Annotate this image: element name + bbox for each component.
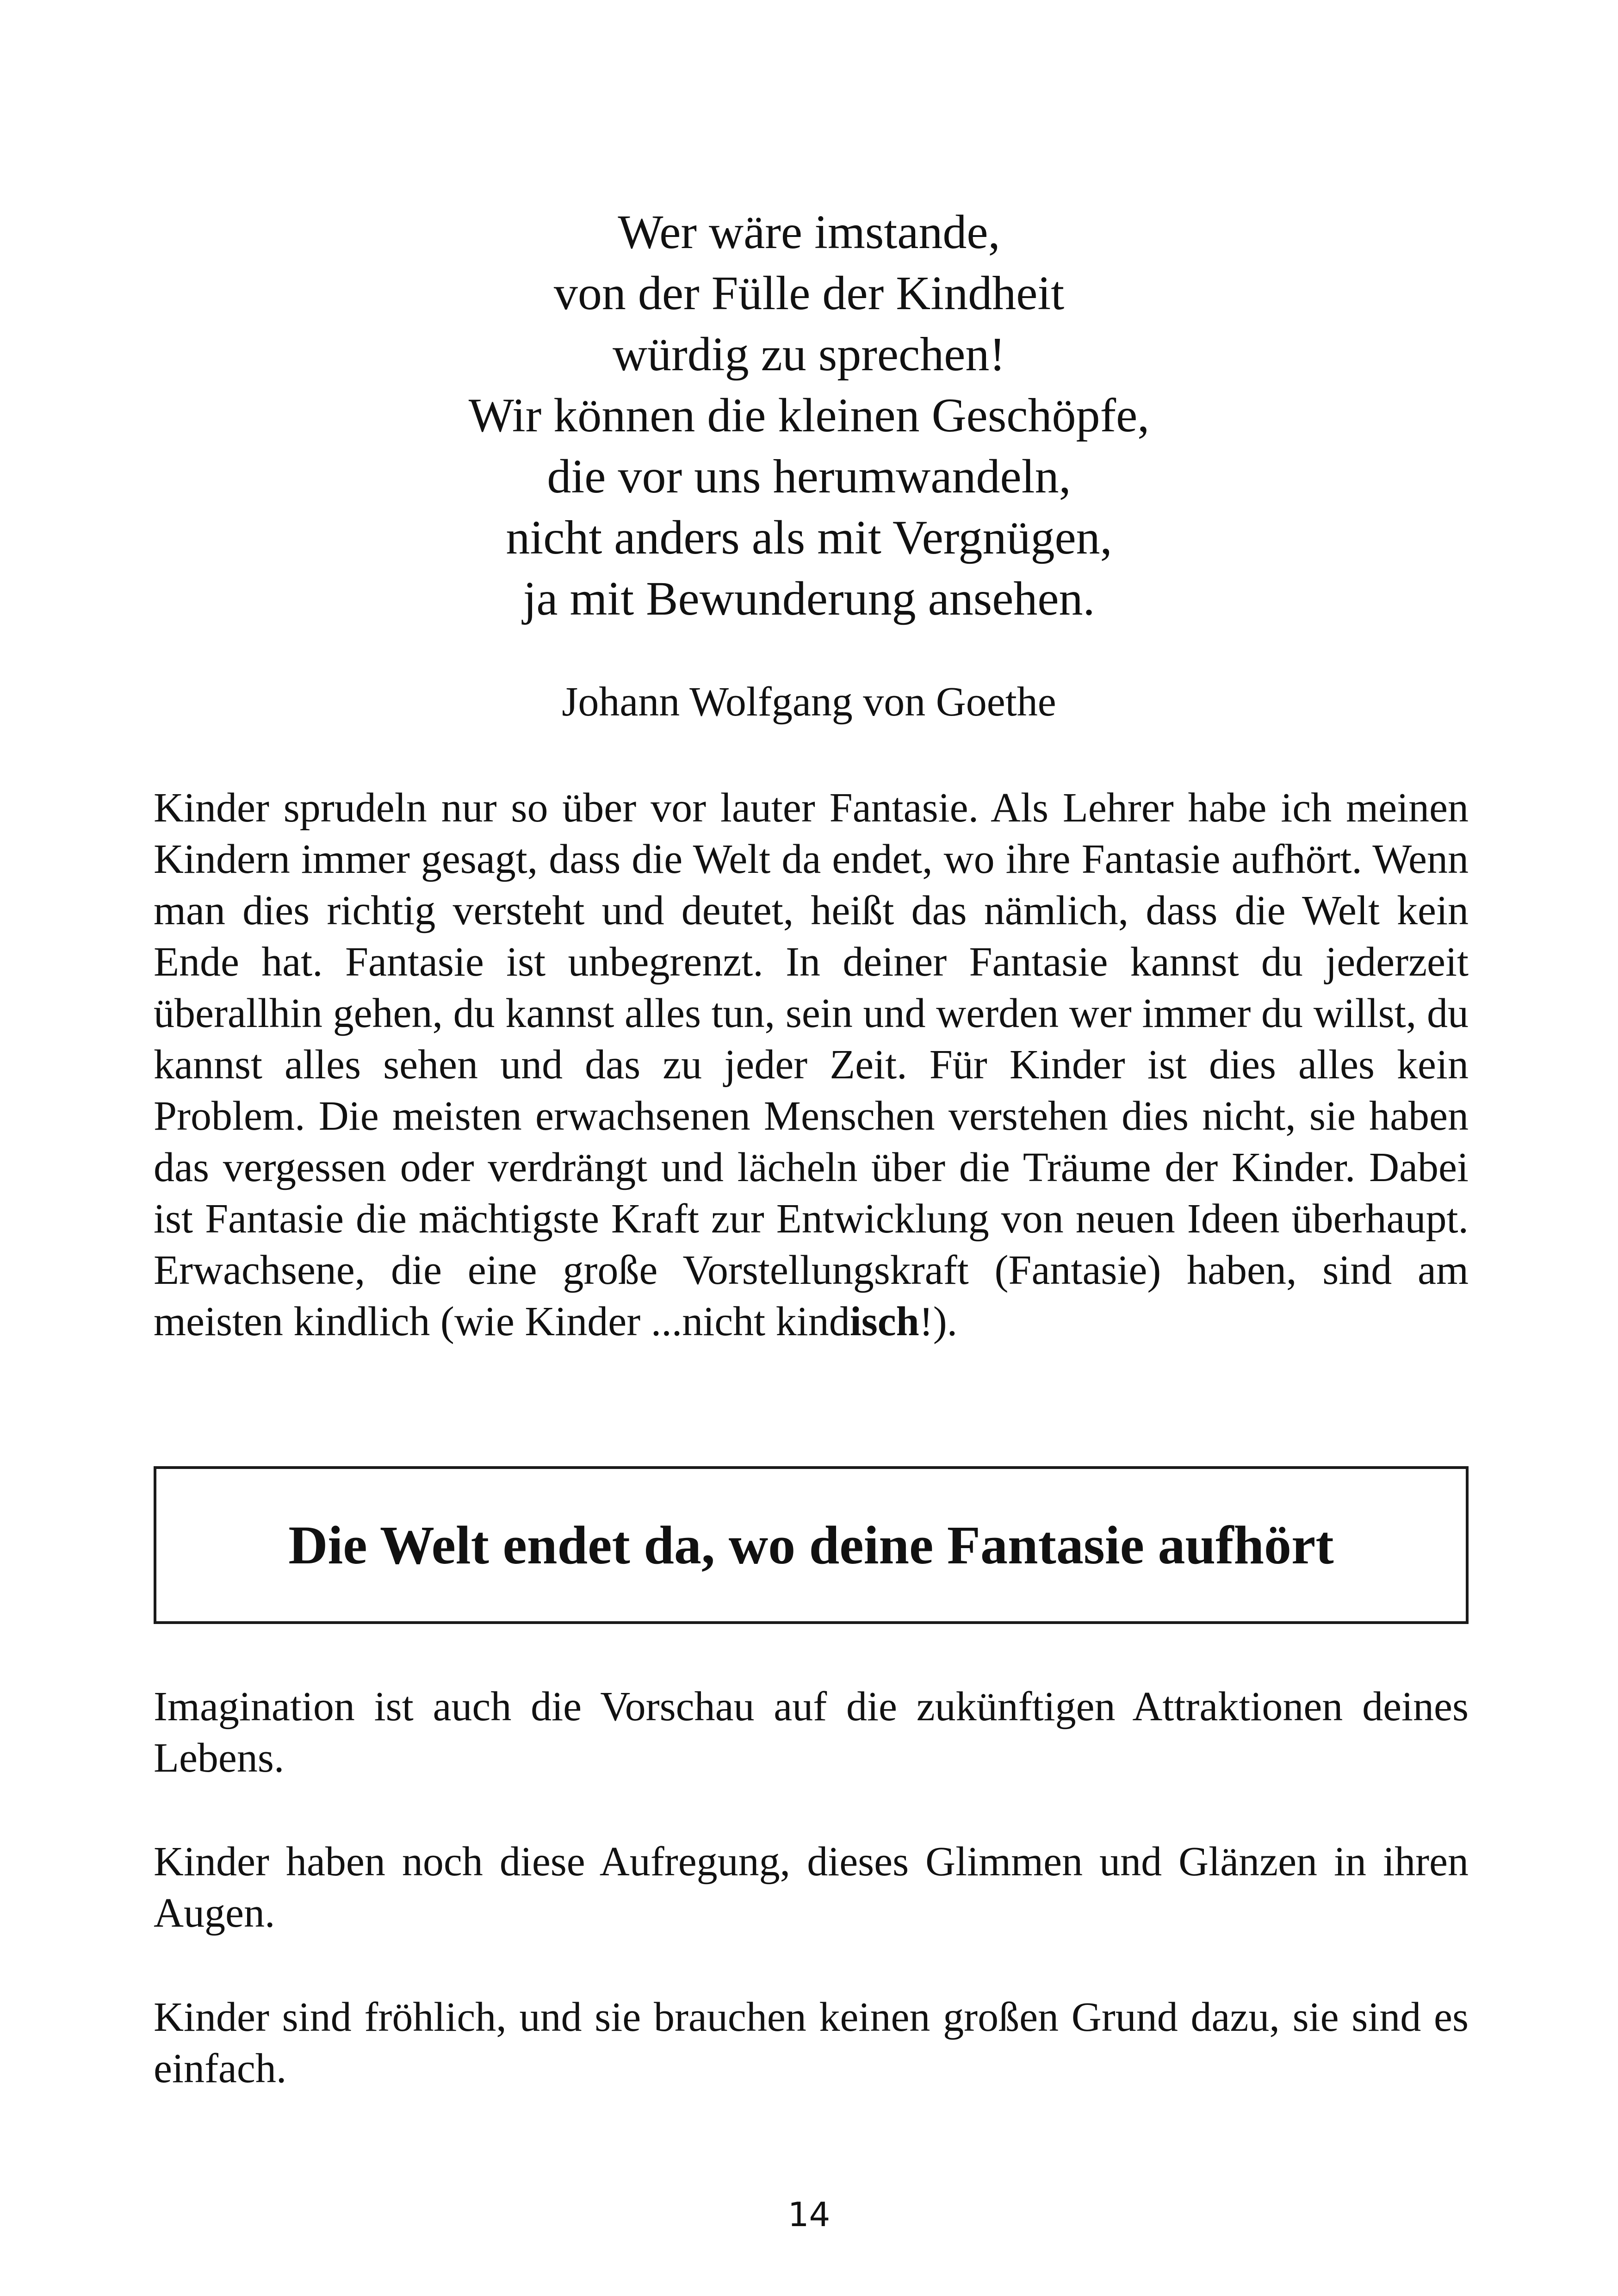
poem-line: ja mit Bewunderung ansehen. xyxy=(523,572,1095,625)
poem-line: Wer wäre imstande, xyxy=(618,205,1000,259)
page-number: 14 xyxy=(787,2195,831,2234)
poem-line: Wir können die kleinen Geschöpfe, xyxy=(468,389,1150,442)
main-paragraph-text: Kinder sprudeln nur so über vor lauter Fantasie. Als Lehrer habe ich meinen Kindern immer gesagt, dass die Welt da endet, wo ihre Fantasie aufhört. Wenn man dies richtig versteht und deutet, heißt das nämlich, dass die Welt kein Ende hat. Fantasie ist unbegrenzt. In deiner Fantasie kannst du jederzeit überallhin gehen, du kannst alles tun, sein und werden wer immer du willst, du kannst alles sehen und das zu jeder Zeit. Für Kinder ist dies alles kein Problem. Die meisten erwachsenen Menschen verstehen dies nicht, sie haben das vergessen oder verdrängt und lächeln über die Träume der Kinder. Dabei ist Fantasie die mächtigste Kraft zur Entwicklung von neuen Ideen überhaupt. Erwachsene, die eine große Vorstellungskraft (Fantasie) haben, sind am meisten kindlich (wie Kinder ...nicht kind xyxy=(154,785,1469,1344)
poem-line: würdig zu sprechen! xyxy=(612,328,1005,381)
main-paragraph xyxy=(154,782,1469,1347)
highlight-box xyxy=(154,1466,1469,1624)
poem-line: von der Fülle der Kindheit xyxy=(553,267,1065,320)
poem-line: nicht anders als mit Vergnügen, xyxy=(506,511,1112,564)
poem-line: die vor uns herumwandeln, xyxy=(547,450,1071,503)
paragraph: Kinder sind fröhlich, und sie brauchen keinen großen Grund dazu, sie sind es einfach. xyxy=(154,1994,1469,2091)
paragraph: Kinder haben noch diese Aufregung, dieses Glimmen und Glänzen in ihren Augen. xyxy=(154,1839,1469,1936)
bold-emphasis: isch xyxy=(849,1299,919,1344)
highlight-text: Die Welt endet da, wo deine Fantasie aufhört xyxy=(288,1514,1334,1575)
paragraph: Imagination ist auch die Vorschau auf die zukünftigen Attraktionen deines Lebens. xyxy=(154,1684,1469,1781)
poem-author: Johann Wolfgang von Goethe xyxy=(562,679,1056,725)
main-paragraph-end: !). xyxy=(919,1299,958,1344)
poem xyxy=(0,202,1618,629)
